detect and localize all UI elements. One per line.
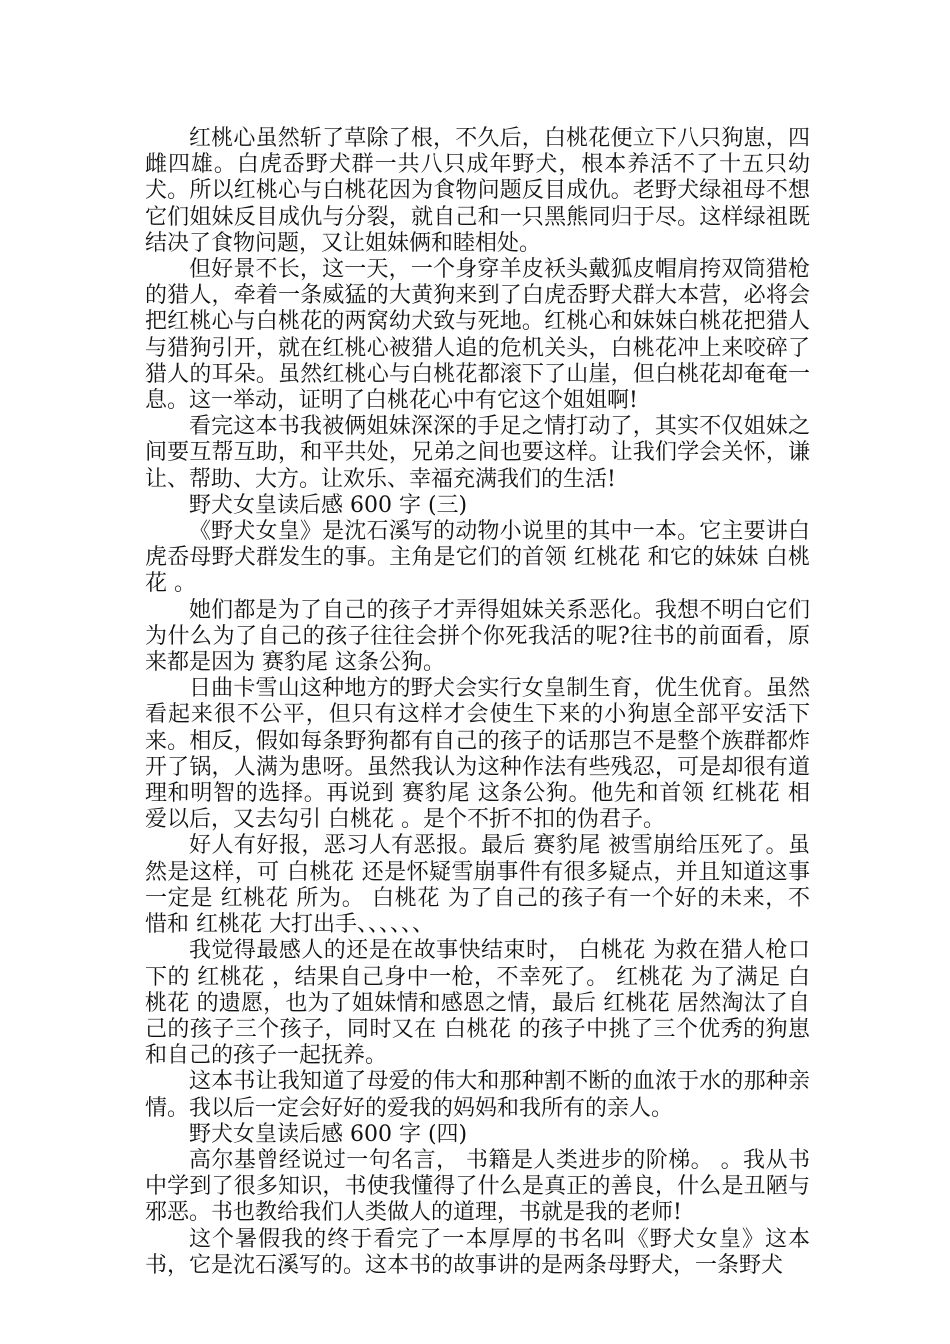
- paragraph-7: 好人有好报，恶习人有恶报。最后 赛豹尾 被雪崩给压死了。虽然是这样，可 白桃花 还是怀疑雪崩事件有很多疑点，并且知道这事一定是 红桃花 所为。 白桃花 为了自己的孩子有一个好的未来，不惜和 红桃花 大打出手、、、、、、: [145, 833, 810, 938]
- paragraph-8: 我觉得最感人的还是在故事快结束时， 白桃花 为救在猎人枪口下的 红桃花 ，结果自己身中一枪，不幸死了。 红桃花 为了满足 白桃花 的遗愿，也为了姐妹情和感恩之情，最后 红桃花 居然淘汰了自己的孩子三个孩子，同时又在 白桃花 的孩子中挑了三个优秀的狗崽和自己的孩子一起抚养。: [145, 938, 810, 1069]
- document-body: [145, 126, 810, 1279]
- paragraph-3: 看完这本书我被俩姐妹深深的手足之情打动了，其实不仅姐妹之间要互帮互助，和平共处，兄弟之间也要这样。让我们学会关怀，谦让、帮助、大方。让欢乐、幸福充满我们的生活!: [145, 414, 810, 492]
- paragraph-11: 这个暑假我的终于看完了一本厚厚的书名叫《野犬女皇》这本书，它是沈石溪写的。这本书的故事讲的是两条母野犬，一条野犬: [145, 1226, 810, 1278]
- paragraph-10: 高尔基曾经说过一句名言， 书籍是人类进步的阶梯。 。我从书中学到了很多知识，书使我懂得了什么是真正的善良，什么是丑陋与邪恶。书也教给我们人类做人的道理，书就是我的老师!: [145, 1147, 810, 1226]
- paragraph-9: 这本书让我知道了母爱的伟大和那种割不断的血浓于水的那种亲情。我以后一定会好好的爱我的妈妈和我所有的亲人。: [145, 1069, 810, 1121]
- paragraph-6: 日曲卡雪山这种地方的野犬会实行女皇制生育，优生优育。虽然看起来很不公平，但只有这样才会使生下来的小狗崽全部平安活下来。相反，假如每条野狗都有自己的孩子的话那岂不是整个族群都炸开了锅，人满为患呀。虽然我认为这种作法有些残忍，可是却很有道理和明智的选择。再说到 赛豹尾 这条公狗。他先和首领 红桃花 相爱以后，又去勾引 白桃花 。是个不折不扣的伪君子。: [145, 676, 810, 833]
- paragraph-4: 《野犬女皇》是沈石溪写的动物小说里的其中一本。它主要讲白虎岙母野犬群发生的事。主角是它们的首领 红桃花 和它的妹妹 白桃花 。: [145, 519, 810, 597]
- paragraph-2: 但好景不长，这一天，一个身穿羊皮袄头戴狐皮帽肩挎双筒猎枪的猎人，牵着一条威猛的大黄狗来到了白虎岙野犬群大本营，必将会把红桃心与白桃花的两窝幼犬致与死地。红桃心和妹妹白桃花把猎人与猎狗引开，就在红桃心被猎人追的危机关头，白桃花冲上来咬碎了猎人的耳朵。虽然红桃心与白桃花都滚下了山崖，但白桃花却奄奄一息。这一举动，证明了白桃花心中有它这个姐姐啊!: [145, 257, 810, 414]
- section-heading-3: 野犬女皇读后感 600 字 (三): [189, 492, 468, 518]
- paragraph-1: 红桃心虽然斩了草除了根，不久后，白桃花便立下八只狗崽，四雌四雄。白虎岙野犬群一共八只成年野犬，根本养活不了十五只幼犬。所以红桃心与白桃花因为食物问题反目成仇。老野犬绿祖母不想它们姐妹反目成仇与分裂，就自己和一只黑熊同归于尽。这样绿祖既结决了食物问题，又让姐妹俩和睦相处。: [145, 126, 810, 256]
- section-heading-4: 野犬女皇读后感 600 字 (四): [189, 1121, 468, 1147]
- paragraph-5: 她们都是为了自己的孩子才弄得姐妹关系恶化。我想不明白它们为什么为了自己的孩子往往会拼个你死我活的呢?往书的前面看，原来都是因为 赛豹尾 这条公狗。: [145, 597, 810, 676]
